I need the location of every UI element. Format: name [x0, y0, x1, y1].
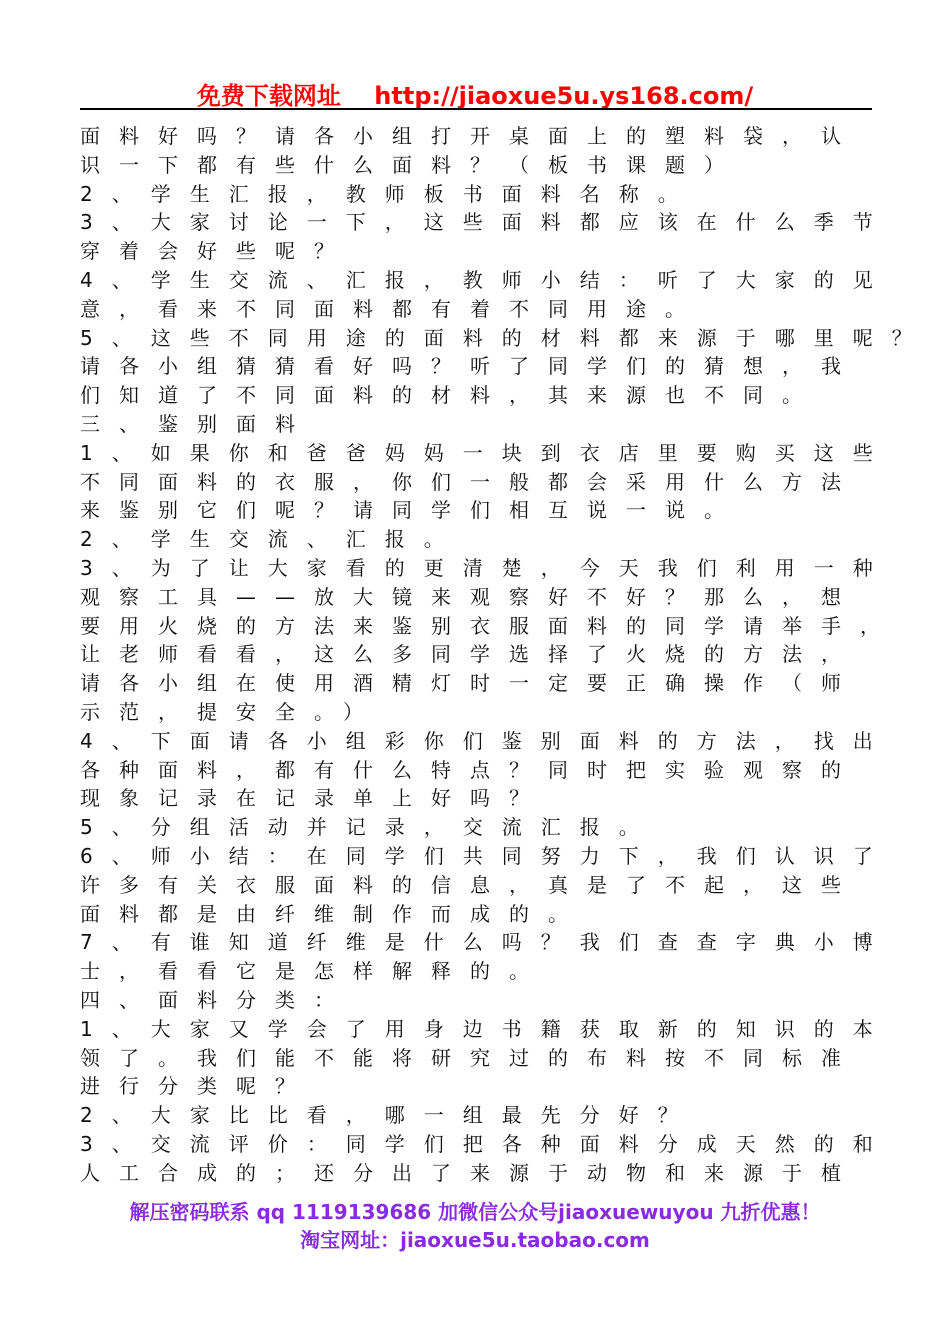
- text-line: 要用火烧的方法来鉴别衣服面料的同学请举手，: [80, 613, 899, 638]
- header-url-link[interactable]: http://jiaoxue5u.ys168.com/: [374, 82, 754, 110]
- text-line: 领了。我们能不能将研究过的布料按不同标准: [80, 1045, 860, 1070]
- text-line: 4、学生交流、汇报，教师小结：听了大家的见: [80, 267, 892, 292]
- footer-qq-number: qq 1119139686: [256, 1200, 432, 1224]
- section-heading: 四、面料分类：: [80, 987, 353, 1012]
- text-line: 6、师小结：在同学们共同努力下，我们认识了: [80, 843, 892, 868]
- text-line: 3、交流评价：同学们把各种面料分成天然的和: [80, 1131, 892, 1156]
- footer-discount-text: 九折优惠！: [713, 1200, 821, 1224]
- text-line: 各种面料，都有什么特点？同时把实验观察的: [80, 757, 860, 782]
- text-line: 7、有谁知道纤维是什么吗？我们查查字典小博: [80, 930, 892, 955]
- text-line: 进行分类呢？: [80, 1074, 314, 1099]
- text-line: 面料好吗？请各小组打开桌面上的塑料袋，认: [80, 124, 860, 148]
- text-line: 们知道了不同面料的材料，其来源也不同。: [80, 383, 821, 408]
- text-line: 意，看来不同面料都有着不同用途。: [80, 296, 704, 321]
- text-line: 4、下面请各小组彩你们鉴别面料的方法，找出: [80, 728, 892, 753]
- text-line: 5、分组活动并记录，交流汇报。: [80, 815, 658, 840]
- text-line: 观察工具——放大镜来观察好不好？那么，想: [80, 584, 860, 609]
- footer-password-label: 解压密码联系: [129, 1200, 257, 1224]
- text-line: 士，看看它是怎样解释的。: [80, 959, 548, 984]
- text-line: 不同面料的衣服，你们一般都会采用什么方法: [80, 469, 860, 494]
- text-line: 识一下都有些什么面料？（板书课题）: [80, 152, 743, 177]
- text-line: 现象记录在记录单上好吗？: [80, 786, 548, 811]
- text-line: 来鉴别它们呢？请同学们相互说一说。: [80, 498, 743, 523]
- text-line: 1、大家又学会了用身边书籍获取新的知识的本: [80, 1016, 892, 1041]
- header-label: 免费下载网址: [196, 82, 341, 110]
- download-header: [0, 76, 950, 111]
- text-line: 2、学生汇报，教师板书面料名称。: [80, 181, 697, 206]
- text-line: 3、为了让大家看的更清楚，今天我们利用一种: [80, 555, 892, 580]
- footer-wechat-label: 加微信公众号: [431, 1200, 559, 1224]
- text-line: 5、这些不同用途的面料的材料都来源于哪里呢？: [80, 325, 931, 350]
- footer-taobao-label: 淘宝网址：: [300, 1228, 401, 1252]
- section-heading: 三、鉴别面料: [80, 411, 314, 436]
- header-divider: [80, 108, 872, 110]
- text-line: 请各小组猜猜看好吗？听了同学们的猜想，我: [80, 354, 860, 379]
- text-line: 让老师看看，这么多同学选择了火烧的方法，: [80, 642, 860, 667]
- text-line: 2、大家比比看，哪一组最先分好？: [80, 1103, 697, 1128]
- footer-taobao-link[interactable]: jiaoxue5u.taobao.com: [400, 1228, 650, 1252]
- text-line: 3、大家讨论一下，这些面料都应该在什么季节: [80, 210, 892, 235]
- footer-wechat-id: jiaoxuewuyou: [558, 1200, 714, 1224]
- text-line: 请各小组在使用酒精灯时一定要正确操作（师: [80, 671, 860, 696]
- text-line: 人工合成的；还分出了来源于动物和来源于植: [80, 1160, 860, 1185]
- text-line: 穿着会好些呢？: [80, 239, 353, 264]
- text-line: 面料都是由纤维制作而成的。: [80, 901, 587, 926]
- text-line: 示范，提安全。）: [80, 699, 382, 724]
- text-line: 2、学生交流、汇报。: [80, 527, 463, 552]
- footer-contact-line: [0, 1196, 950, 1225]
- footer-taobao-line: [0, 1224, 950, 1253]
- document-body: [80, 122, 931, 1187]
- text-line: 1、如果你和爸爸妈妈一块到衣店里要购买这些: [80, 440, 892, 465]
- text-line: 许多有关衣服面料的信息，真是了不起，这些: [80, 872, 860, 897]
